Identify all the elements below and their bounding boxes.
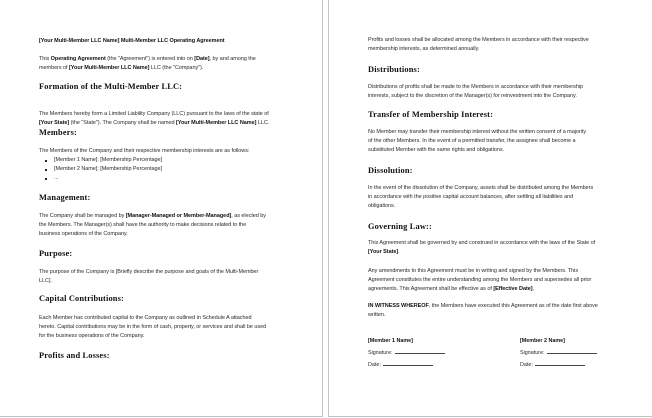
text: agreements. This Agreement shall be effective as of [368, 286, 494, 292]
intro-paragraph [39, 55, 256, 73]
heading-distributions: Distributions: [368, 65, 420, 74]
signatory-name: [Member 1 Name] [368, 338, 413, 344]
signature-block-member-2 [520, 335, 597, 371]
text: substituted Member with the same rights and obligations. [368, 147, 504, 153]
list-item: ... [39, 174, 249, 183]
heading-formation: Formation of the Multi-Member LLC: [39, 82, 183, 91]
heading-dissolution: Dissolution: [368, 166, 413, 175]
transfer-paragraph [368, 128, 586, 155]
date-label: Date: [368, 362, 381, 368]
dissolution-paragraph [368, 184, 593, 211]
heading-purpose: Purpose: [39, 249, 73, 258]
text: LLC]. [39, 278, 52, 284]
document-page-1 [0, 0, 323, 417]
heading-management: Management: [39, 193, 91, 202]
text: interests, subject to the discretion of the Manager(s) for reinvestment into the Company. [368, 93, 577, 99]
governing-paragraph [368, 239, 595, 257]
text: , as elected by [231, 213, 266, 219]
text: membership interests, as determined annually. [368, 46, 480, 52]
heading-governing-law: Governing Law:: [368, 222, 432, 231]
signature-line[interactable] [395, 347, 445, 354]
list-item: [Member 2 Name]: [Membership Percentage] [39, 165, 249, 174]
witness-paragraph [368, 302, 598, 320]
text: This Agreement shall be governed by and construed in accordance with the laws of the State of [368, 240, 596, 246]
bold-text: IN WITNESS WHEREOF [368, 303, 429, 309]
text: , by and among the [209, 56, 256, 62]
text: The Company shall be managed by [39, 213, 126, 219]
text: in accordance with the positive capital account balances, after settling all liabilities and [368, 194, 574, 200]
management-type-placeholder: [Manager-Managed or Member-Managed] [125, 213, 232, 219]
text: members of [39, 65, 70, 71]
date-placeholder: [Date] [194, 56, 210, 62]
text: (the "State"). The Company shall be named [69, 120, 176, 126]
text: written. [368, 312, 386, 318]
text: The Members of the Company and their respective membership interests are as follows: [39, 148, 250, 154]
state-placeholder: [Your State] [39, 120, 70, 126]
purpose-paragraph [39, 268, 258, 286]
text: , the Members have executed this Agreement as of the date first above [428, 303, 598, 309]
text: . [532, 286, 535, 292]
text: hereto. Capital contributions may be in the form of cash, property, or services and shall be used [39, 324, 267, 330]
document-title: [Your Multi-Member LLC Name] Multi-Member LLC Operating Agreement [39, 38, 225, 44]
distributions-paragraph [368, 83, 583, 101]
date-line[interactable] [535, 359, 585, 366]
text: Distributions of profits shall be made to the Members in accordance with their membership [368, 84, 584, 90]
heading-members: Members: [39, 128, 77, 137]
text: obligations. [368, 203, 396, 209]
text: Each Member has contributed capital to the Company as outlined in Schedule A attached [39, 315, 252, 321]
text: the Members. The Manager(s) shall have the authority to make decisions related to the [39, 222, 247, 228]
text: . [398, 249, 400, 255]
members-list [39, 156, 249, 183]
management-paragraph [39, 212, 266, 239]
profits-paragraph [368, 36, 589, 54]
text: The purpose of the Company is [Briefly describe the purpose and goals of the Multi-Member [39, 269, 259, 275]
text: This [39, 56, 51, 62]
capital-paragraph [39, 314, 266, 341]
signature-line[interactable] [547, 347, 597, 354]
heading-profits: Profits and Losses: [39, 351, 110, 360]
text: The Members hereby form a Limited Liability Company (LLC) pursuant to the laws of the state of [39, 111, 269, 117]
text: Any amendments to this Agreement must be in writing and signed by the Members. This [368, 268, 579, 274]
date-label: Date: [520, 362, 533, 368]
amendments-paragraph [368, 267, 591, 294]
date-line[interactable] [383, 359, 433, 366]
members-paragraph [39, 147, 249, 183]
formation-paragraph [39, 110, 269, 128]
text: for the business operations of the Company. [39, 333, 145, 339]
text: Profits and losses shall be allocated among the Members in accordance with their respective [368, 37, 589, 43]
effective-date-placeholder: [Effective Date] [493, 286, 533, 292]
document-page-2 [328, 0, 652, 417]
llc-name-placeholder: [Your Multi-Member LLC Name] [69, 65, 150, 71]
text: of the other Members. In the event of a permitted transfer, the assignee shall become a [368, 138, 576, 144]
text: business operations of the Company. [39, 231, 128, 237]
text: LLC (the "Company"). [149, 65, 204, 71]
text: (the "Agreement") is entered into on [105, 56, 195, 62]
llc-name-placeholder: [Your Multi-Member LLC Name] [176, 120, 257, 126]
signature-block-member-1 [368, 335, 445, 371]
list-item: [Member 1 Name]: [Membership Percentage] [39, 156, 249, 165]
state-placeholder: [Your State] [368, 249, 399, 255]
heading-transfer: Transfer of Membership Interest: [368, 110, 494, 119]
heading-capital: Capital Contributions: [39, 294, 124, 303]
text: No Member may transfer their membership interest without the written consent of a majority [368, 129, 587, 135]
text: Agreement constitutes the entire understanding among the Members and supersedes all prior [368, 277, 592, 283]
text: LLC. [256, 120, 270, 126]
bold-text: Operating Agreement [50, 56, 106, 62]
signature-label: Signature: [520, 350, 545, 356]
signature-label: Signature: [368, 350, 393, 356]
text: In the event of the dissolution of the Company, assets shall be distributed among the Members [368, 185, 594, 191]
signatory-name: [Member 2 Name] [520, 338, 565, 344]
